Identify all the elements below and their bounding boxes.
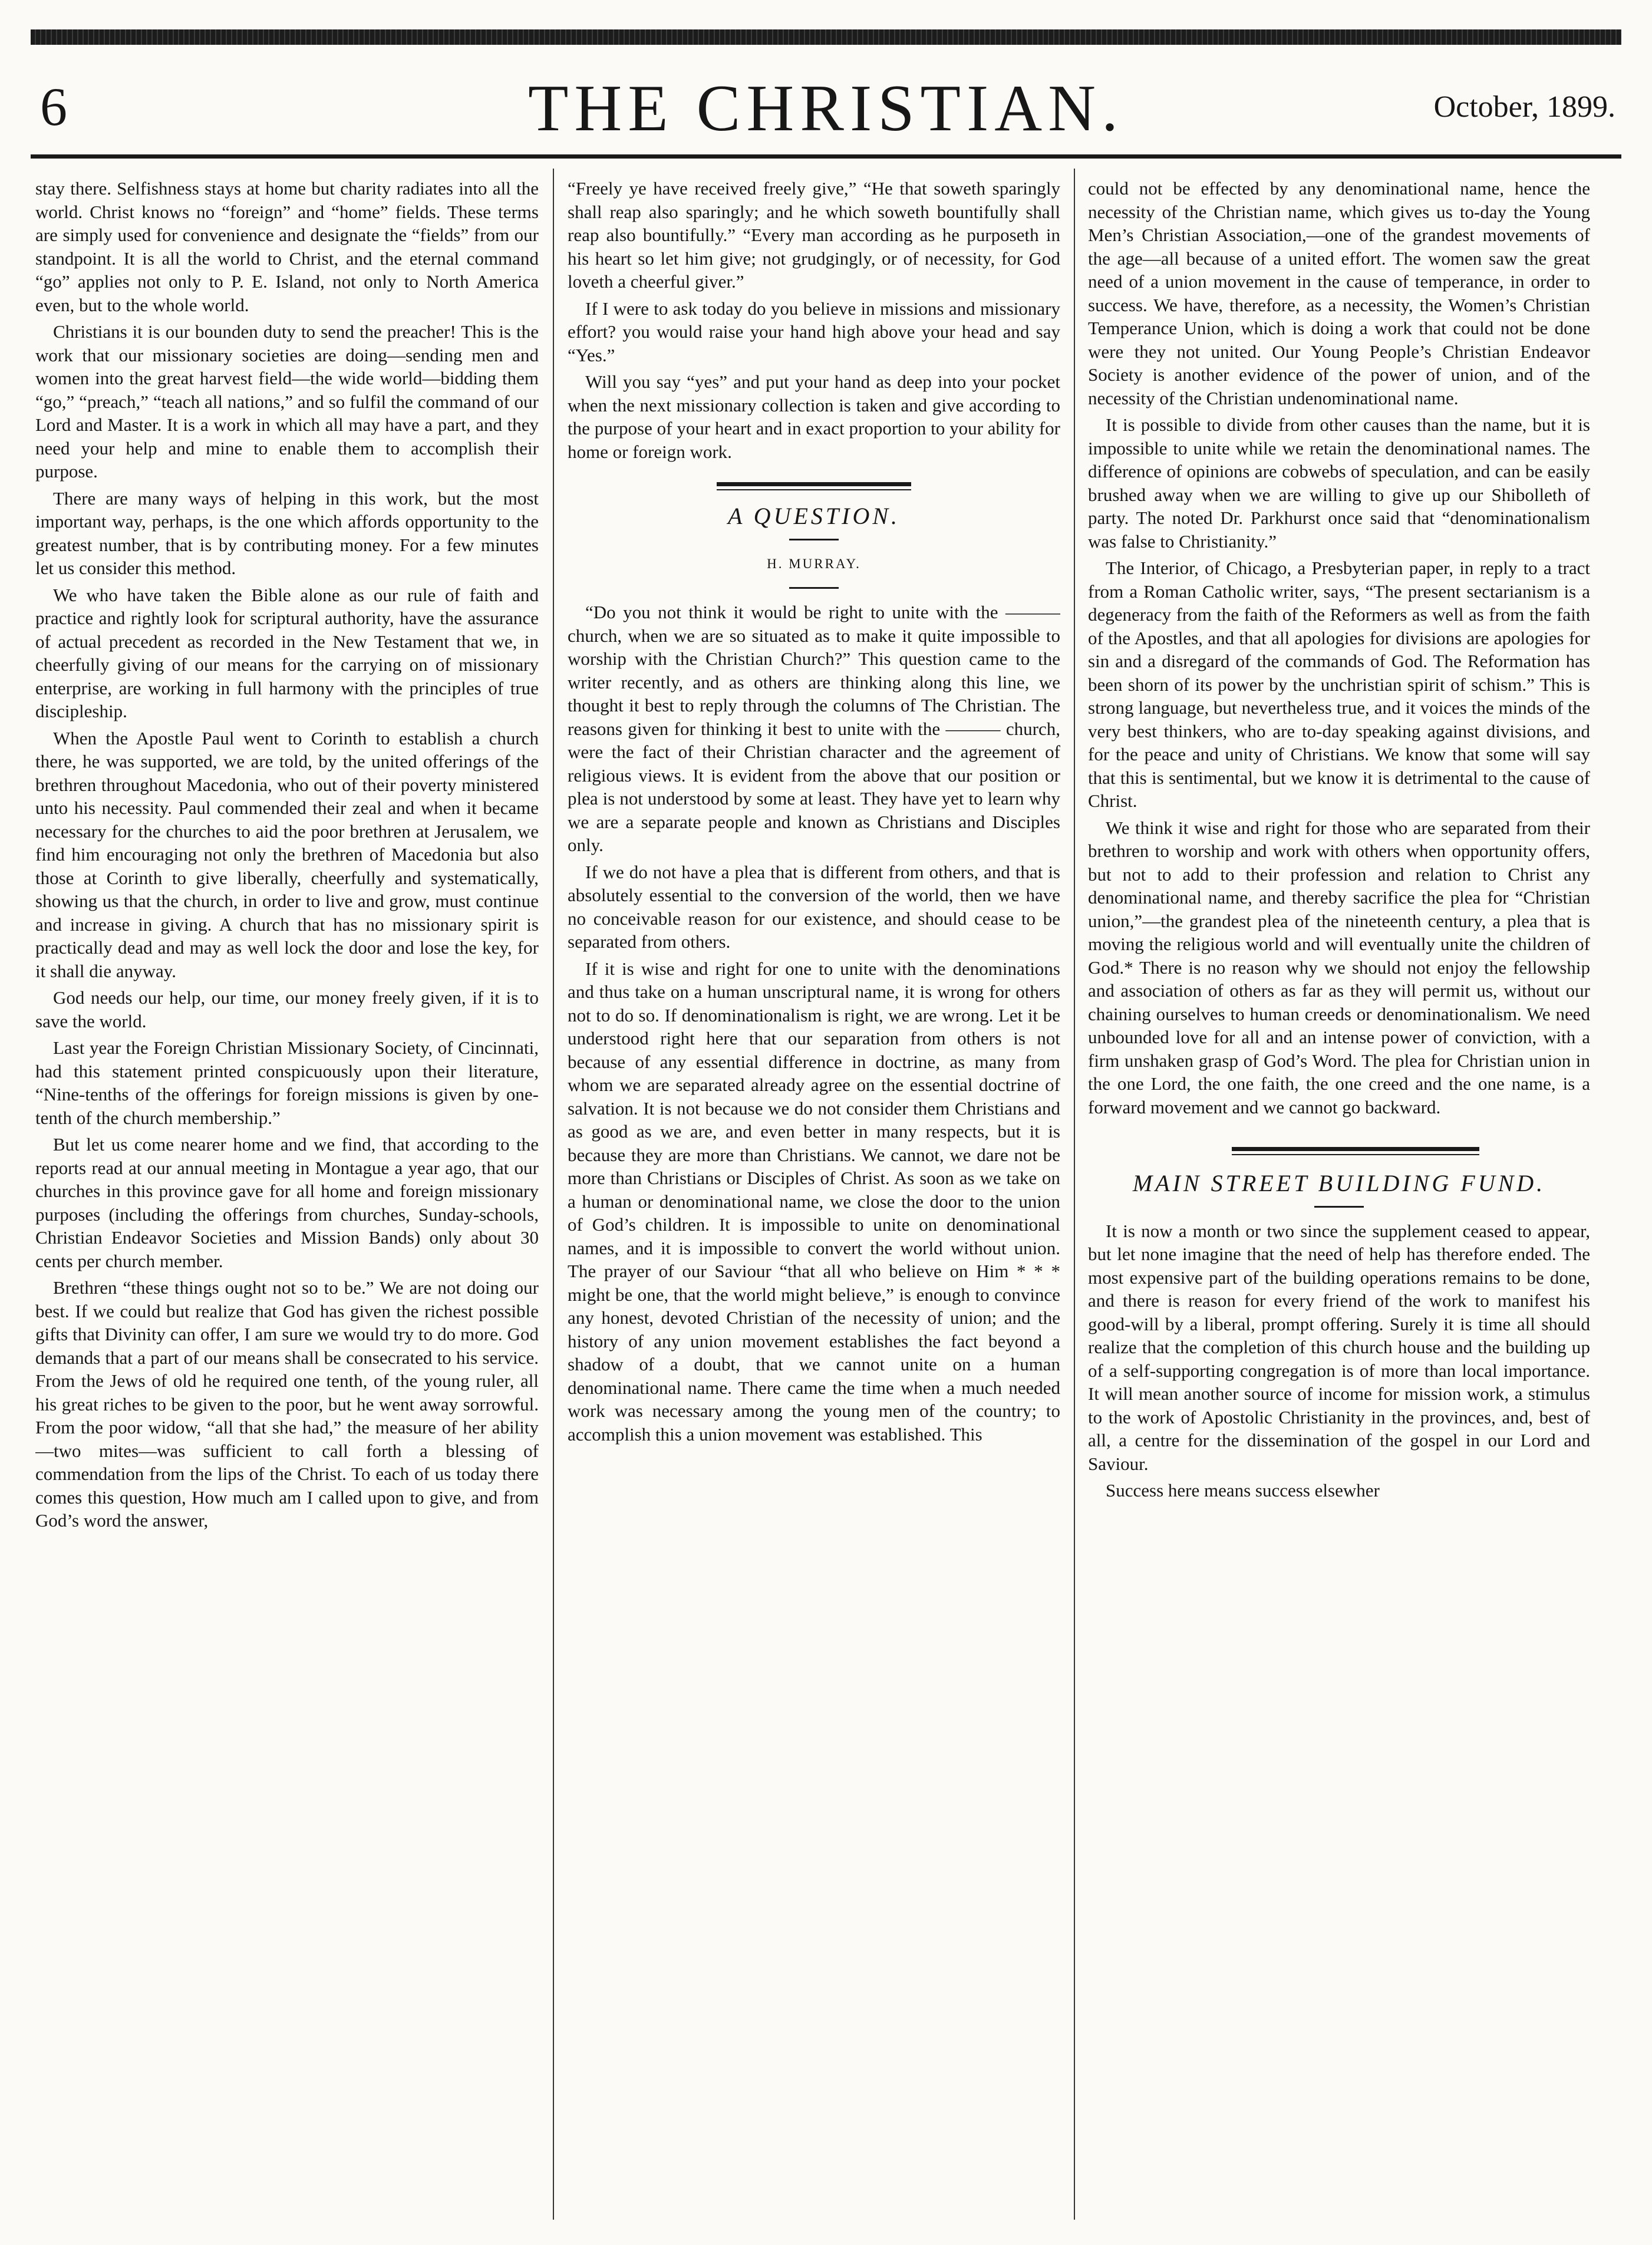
article-title: MAIN STREET BUILDING FUND.: [1132, 1170, 1546, 1196]
column-divider: [1074, 169, 1075, 2220]
paragraph: If it is wise and right for one to unite with the denominations and thus take on a human unscriptural name, it is wrong for others not to do so. If denominationalism is right, we are wrong. Let it be understood right here that our separation from others is not because of any essential difference in doctrine, as many from whom we are separated already agree on the essential doctrine of salvation. It is not because we do not consider them Christians and as good as we are, and even better in many respects, but it is because they are more than Christians. We cannot, we dare not be more than Christians or Disciples of Christ. As soon as we take on a human or denominational name, we close the door to the union of God’s children. It is impossible to unite on denominational names, and it is impossible to convert the world without union. The prayer of our Saviour “that all who believe on Him * * * might be one, that the world might believe,” is enough to convince any honest, devoted Christian of the necessity of union; and the history of any union movement establishes the fact beyond a shadow of a doubt, that we cannot unite on a human denominational name. There came the time when a much needed work was necessary among the young men of the country; to accomplish this a union movement was established. This: [568, 958, 1060, 1445]
masthead-rule: [31, 154, 1621, 159]
column-divider: [553, 169, 554, 2220]
issue-date: October, 1899.: [1433, 90, 1615, 124]
byline-rule: [789, 587, 839, 589]
paragraph: Christians it is our bounden duty to send the preacher! This is the work that our missionary societies are doing—sending men and women into the great harvest field—the wide world—bidding them “go,” “preach,” “teach all nations,” and so fulfil the command of our Lord and Master. It is a work in which all may have a part, and they need your help and mine to enable them to accomplish their purpose.: [35, 321, 539, 482]
paragraph: Will you say “yes” and put your hand as deep into your pocket when the next missionary collection is taken and give according to the purpose of your heart and in exact proportion to your ability for home or foreign work.: [568, 371, 1060, 462]
paragraph: The Interior, of Chicago, a Presbyterian paper, in reply to a tract from a Roman Catholic writer, says, “The present sectarianism is a degeneracy from the faith of the Reformers as well as from the faith of the Apostles, and that all apologies for divisions are apologies for sin and a disregard of the commands of God. The Reformation has been shorn of its power by the unchristian spirit of schism.” This is strong language, but nevertheless true, and it voices the minds of the very best thinkers, who are to-day speaking against divisions, and for the peace and unity of Christians. We know that some will say that this is sentimental, but we know it is detrimental to the cause of Christ.: [1088, 558, 1590, 811]
column-2: [568, 177, 1060, 2222]
paragraph: “Do you not think it would be right to unite with the ——— church, when we are so situated as to make it quite impossible to worship with the Christian Church?” This question came to the writer recently, and as others are thinking along this line, we thought it best to reply through the columns of The Christian. The reasons given for thinking it best to unite with the ——— church, were the fact of their Christian character and the agreement of religious views. It is evident from the above that our position or plea is not understood by some at least. They have yet to learn why we are a separate people and known as Christians and Disciples only.: [568, 602, 1060, 855]
paragraph: Brethren “these things ought not so to be.” We are not doing our best. If we could but realize that God has given the richest possible gifts that Divinity can offer, I am sure we would try to do more. God demands that a part of our means shall be consecrated to his service. From the Jews of old he required one tenth, of the young ruler, all his great riches to be given to the poor, but he went away sorrowful. From the poor widow, “all that she had,” the measure of her ability—two mites—was sufficient to call forth a blessing of commendation from the lips of the Christ. To each of us today there comes this question, How much am I called upon to give, and from God’s word the answer,: [35, 1277, 539, 1531]
page-number: 6: [40, 77, 67, 137]
paragraph: It is possible to divide from other causes than the name, but it is impossible to unite while we retain the denominational names. The difference of opinions are cobwebs of speculation, and can be easily brushed away when we are willing to give up our Shibolleth of party. The noted Dr. Parkhurst once said that “denominationalism was false to Christianity.”: [1088, 414, 1590, 552]
section-ornament: [1232, 1147, 1479, 1155]
article-title: A QUESTION.: [727, 503, 901, 529]
title-rule: [1314, 1206, 1364, 1208]
paragraph: There are many ways of helping in this work, but the most important way, perhaps, is the one which affords opportunity to the greatest number, that is by contributing money. For a few minutes let us consider this method.: [35, 487, 539, 578]
paragraph: When the Apostle Paul went to Corinth to establish a church there, he was supported, we are told, by the united offerings of the brethren throughout Macedonia, who out of their poverty ministered unto his necessity. Paul commended their zeal and when it became necessary for the churches to aid the poor brethren at Jerusalem, we find him encouraging not only the brethren of Macedonia but also those at Corinth to give liberally, cheerfully and systematically, showing us that the church, in order to live and grow, must continue and increase in giving. A church that has no missionary spirit is practically dead and may as well lock the door and lose the key, for it shall die anyway.: [35, 727, 539, 981]
paragraph: “Freely ye have received freely give,” “He that soweth sparingly shall reap also sparingly; and he which soweth bountifully shall reap also bountifully.” “Every man according as he purposeth in his heart so let him give; not grudgingly, or of necessity, for God loveth a cheerful giver.”: [568, 178, 1060, 292]
masthead: [35, 65, 1617, 147]
paragraph: stay there. Selfishness stays at home but charity radiates into all the world. Christ knows no “foreign” and “home” fields. These terms are simply used for convenience and designate the “fields” from our standpoint. It is all the world to Christ, and the eternal command “go” applies not only to P. E. Island, not only to North America even, but to the whole world.: [35, 178, 539, 315]
paragraph: But let us come nearer home and we find, that according to the reports read at our annual meeting in Montague a year ago, that our churches in this province gave for all home and foreign missionary purposes (including the offerings from churches, Sunday-schools, Christian Endeavor Societies and Mission Bands) only about 30 cents per church member.: [35, 1134, 539, 1271]
column-1: [35, 177, 539, 2222]
top-border: [31, 29, 1621, 45]
title-rule: [789, 539, 839, 540]
paragraph: Success here means success elsewher: [1106, 1480, 1380, 1501]
paragraph: If I were to ask today do you believe in missions and missionary effort? you would raise your hand high above your head and say “Yes.”: [568, 298, 1060, 365]
paragraph: God needs our help, our time, our money freely given, if it is to save the world.: [35, 987, 539, 1031]
paragraph: It is now a month or two since the supplement ceased to appear, but let none imagine that the need of help has therefore ended. The most expensive part of the building operations remains to be done, and there is reason for every friend of the work to manifest his good-will by a liberal, prompt offering. Surely it is time all should realize that the completion of this church house and the building up of a self-supporting congregation is of more than local importance. It will mean another source of income for mission work, a stimulus to the work of Apostolic Christianity in the provinces, and, best of all, a centre for the dissemination of the gospel in our Lord and Saviour.: [1088, 1220, 1590, 1474]
section-ornament: [717, 482, 911, 490]
paragraph: We think it wise and right for those who are separated from their brethren to worship and work with others when opportunity offers, but not to add to their profession and relation to Christ any denominational name, and thereby sacrifice the plea for “Christian union,”—the grandest plea of the nineteenth century, a plea that is moving the religious world and will eventually unite the children of God.* There is no reason why we should not enjoy the fellowship and association of others as far as they will permit us, without our chaining ourselves to human creeds or denominationalism. We need unbounded love for all and an intense power of conviction, with a firm unshaken grasp of God’s Word. The plea for Christian union in the one Lord, the one faith, the one creed and the one name, is a forward movement and we cannot go backward.: [1088, 817, 1590, 1117]
paragraph: Last year the Foreign Christian Missionary Society, of Cincinnati, had this statement printed conspicuously upon their literature, “Nine-tenths of the offerings for foreign missions is given by one-tenth of the church membership.”: [35, 1037, 539, 1128]
paragraph: If we do not have a plea that is different from others, and that is absolutely essential to the conversion of the world, then we have no conceivable reason for our existence, and should cease to be separated from others.: [568, 861, 1060, 952]
byline: H. MURRAY.: [767, 556, 861, 571]
paragraph: We who have taken the Bible alone as our rule of faith and practice and rightly look for scriptural authority, have the assurance of actual precedent as recorded in the New Testament that we, in cheerfully giving of our means for the carrying on of missionary enterprise, are working in full harmony with the principles of true discipleship.: [35, 584, 539, 721]
column-3: [1088, 177, 1590, 2222]
paper-title: THE CHRISTIAN.: [527, 72, 1125, 145]
paragraph: could not be effected by any denominational name, hence the necessity of the Christian name, which gives us to-day the Young Men’s Christian Association,—one of the grandest movements of the age—all because of a united effort. The women saw the great need of a union movement in the cause of temperance, in order to success. We have, therefore, as a necessity, the Women’s Christian Temperance Union, which is doing a work that could not be done were they not united. Our Young People’s Christian Endeavor Society is another evidence of the power of union, and of the necessity of the Christian undenominational name.: [1088, 178, 1590, 408]
